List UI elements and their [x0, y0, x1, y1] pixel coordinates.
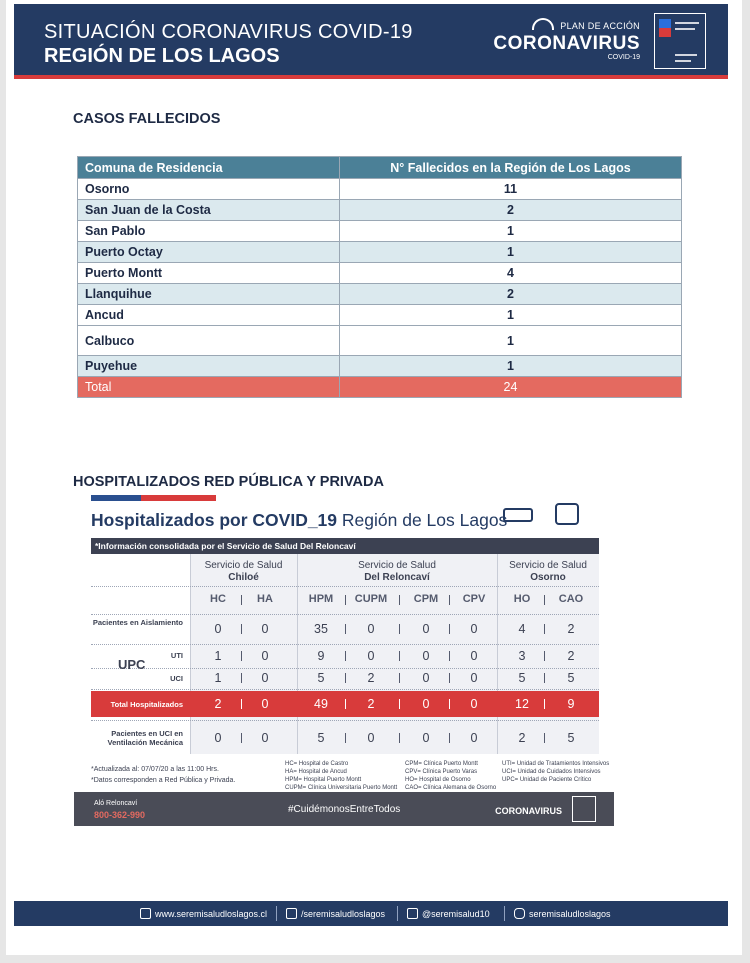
legend-col-1: HC= Hospital de Castro HA= Hospital de Ancud HPM= Hospital Puerto Montt CUPM= Clínica Universitaria Puerto Montt: [285, 761, 398, 791]
legend-col-2: CPM= Clínica Puerto Montt CPV= Clínica Puerto Varas HO= Hospital de Osorno CAO= Clínica Alemana de Osorno: [405, 761, 497, 791]
service-chiloe: Servicio de Salud Chiloé: [204, 560, 283, 583]
row-label-total: Total Hospitalizados: [110, 700, 183, 709]
table-row: Llanquihue 2: [78, 284, 682, 305]
column-header-deaths: N° Fallecidos en la Región de Los Lagos: [340, 157, 682, 179]
facebook-icon: [286, 908, 297, 919]
hospital-infographic-title: Hospitalizados por COVID_19 Región de Los Lagos: [91, 510, 508, 530]
legend-col-3: UTI= Unidad de Tratamientos Intensivos UCI= Unidad de Cuidados Intensivos UPC= Unidad de Paciente Crítico: [502, 761, 610, 783]
footer-brand: CORONAVIRUS: [495, 806, 562, 816]
ale-reloncavi-label: Aló Reloncaví: [94, 800, 138, 807]
brand-label: CORONAVIRUS: [493, 33, 640, 54]
infographic-footer: [74, 792, 614, 826]
hashtag: #CuidémonosEntreTodos: [288, 804, 401, 815]
header-title-line1: SITUACIÓN CORONAVIRUS COVID-19: [44, 21, 413, 43]
government-logo-small: [572, 796, 596, 822]
flag-icon: [659, 19, 671, 37]
column-header-comuna: Comuna de Residencia: [78, 157, 340, 179]
twitter-icon: [407, 908, 418, 919]
row-label-ventilacion: Pacientes en UCI en Ventilación Mecánica: [107, 729, 183, 747]
total-label: Total: [78, 377, 340, 398]
hospital-section-title: HOSPITALIZADOS RED PÚBLICA Y PRIVADA: [73, 474, 384, 490]
row-label-uci: UCI: [170, 674, 183, 683]
update-notes: *Actualizada al: 07/07/20 a las 11:00 Hrs. *Datos corresponden a Red Pública y Privada.: [91, 766, 236, 784]
deceased-table: [77, 156, 682, 398]
facebook-link[interactable]: /seremisaludloslagos: [286, 908, 385, 919]
table-row: Calbuco 1: [78, 326, 682, 356]
header-banner: [14, 4, 728, 79]
table-row: Puyehue 1: [78, 356, 682, 377]
deceased-section-title: CASOS FALLECIDOS: [73, 111, 221, 127]
col-cpm: CPM: [413, 593, 439, 605]
table-header-row: [78, 157, 682, 179]
col-cpv: CPV: [462, 593, 486, 605]
row-label-uti: UTI: [170, 651, 183, 660]
table-row: Puerto Montt 4: [78, 263, 682, 284]
accent-stripe: [91, 495, 216, 501]
service-reloncavi: Servicio de Salud Del Reloncaví: [358, 560, 436, 583]
table-row: San Juan de la Costa 2: [78, 200, 682, 221]
table-total-row: [78, 377, 682, 398]
hospital-grid: Servicio de Salud Chiloé Servicio de Salud Del Reloncaví Servicio de Salud Osorno HC HA HPM CUPM CPM CPV HO CAO Pacientes en Aislamiento 0 0 35 0 0 0 4 2 UPC UTI 1 0 9 0 0 0 3 2 UCI 1 0 5 2 0 0 5 5 Total Hospitalizados 2 0 49 2 0 0 12 9 Pacientes en UCI en Ventilación Mecánica 0 0 5 0 0 0 2 5: [91, 554, 599, 754]
table-row: Osorno 11: [78, 179, 682, 200]
total-value: 24: [340, 377, 682, 398]
instagram-link[interactable]: seremisaludloslagos: [514, 908, 611, 919]
phone-number: 800-362-990: [94, 810, 146, 820]
col-hpm: HPM: [308, 593, 334, 605]
row-label-aislamiento: Pacientes en Aislamiento: [92, 618, 183, 627]
col-ho: HO: [513, 593, 531, 605]
col-cupm: CUPM: [354, 593, 388, 605]
government-logo: [654, 13, 706, 69]
brand-sub-label: COVID-19: [607, 54, 640, 61]
total-hospitalizados-row: Total Hospitalizados 2 0 49 2 0 0 12 9: [91, 691, 599, 717]
instagram-icon: [514, 908, 525, 919]
col-cao: CAO: [558, 593, 584, 605]
upc-label: UPC: [118, 657, 146, 672]
website-link[interactable]: www.seremisaludloslagos.cl: [140, 908, 267, 919]
table-row: San Pablo 1: [78, 221, 682, 242]
table-row: Puerto Octay 1: [78, 242, 682, 263]
header-title-line2: REGIÓN DE LOS LAGOS: [44, 45, 280, 67]
dome-icon: [532, 18, 554, 30]
col-hc: HC: [210, 593, 226, 605]
service-osorno: Servicio de Salud Osorno: [509, 560, 587, 583]
col-ha: HA: [257, 593, 273, 605]
ventilator-icon: [555, 503, 579, 525]
plan-label: PLAN DE ACCIÓN: [560, 21, 640, 31]
bottom-social-bar: [14, 901, 728, 926]
twitter-link[interactable]: @seremisalud10: [407, 908, 490, 919]
table-row: Ancud 1: [78, 305, 682, 326]
hospital-bed-icon: [503, 508, 533, 522]
web-icon: [140, 908, 151, 919]
info-band: *Información consolidada por el Servicio de Salud Del Reloncaví: [91, 538, 599, 554]
